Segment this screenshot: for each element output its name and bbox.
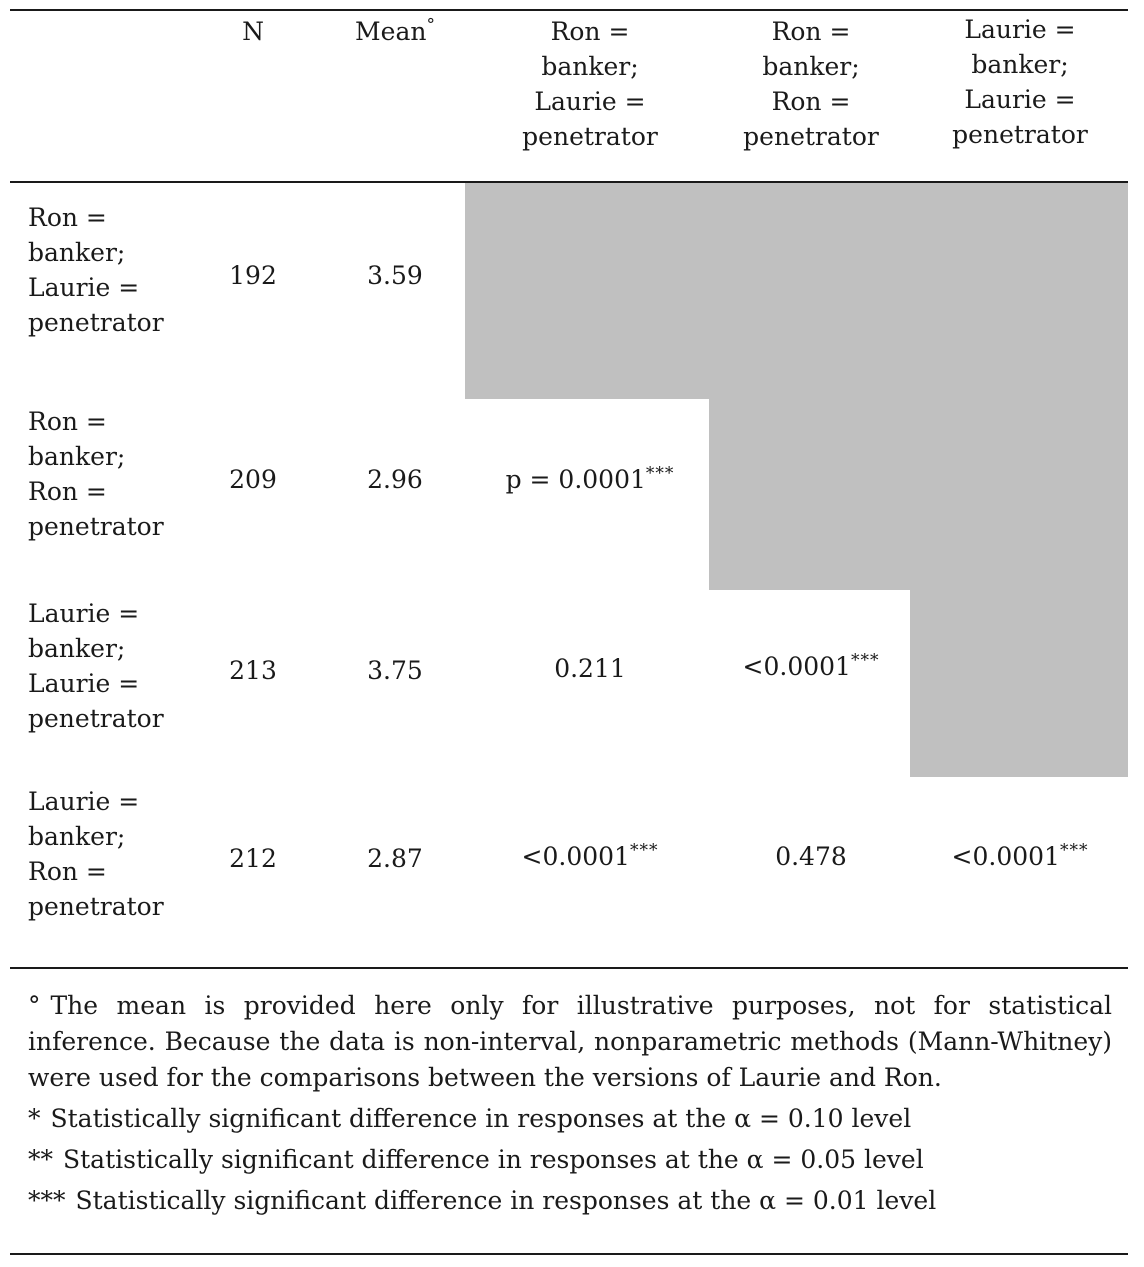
row3-col2-stars: *** bbox=[850, 650, 880, 671]
row3-col2-text: <0.0001 bbox=[742, 651, 851, 681]
header-col1-line: Laurie = bbox=[534, 87, 646, 116]
row4-n-text: 212 bbox=[229, 843, 277, 873]
row2-mean bbox=[330, 459, 460, 499]
row4-n bbox=[208, 838, 298, 878]
note-sig-text: Statistically significant difference in responses at the α = 0.05 level bbox=[63, 1145, 924, 1174]
row4-mean-text: 2.87 bbox=[367, 843, 423, 873]
row3-col1-wrap bbox=[554, 651, 626, 686]
header-col3-line: banker; bbox=[971, 50, 1069, 79]
note-mean-explanation bbox=[28, 988, 1112, 1096]
row-label-line: Laurie = bbox=[28, 273, 140, 302]
row2-mean-text: 2.96 bbox=[367, 464, 423, 494]
row2-col1-stars: *** bbox=[645, 463, 675, 484]
note-sig-005 bbox=[28, 1142, 1112, 1178]
row-label-4 bbox=[28, 782, 208, 926]
row4-col3-wrap bbox=[952, 839, 1089, 874]
header-col2 bbox=[712, 14, 910, 154]
note-sig-001 bbox=[28, 1183, 1112, 1219]
row-label-line: Ron = bbox=[28, 203, 107, 232]
note-sig-mark: * bbox=[28, 1104, 41, 1133]
row4-col2-wrap bbox=[775, 839, 847, 874]
header-n bbox=[208, 14, 298, 154]
row3-col2-pvalue bbox=[712, 646, 910, 686]
note-sig-010 bbox=[28, 1101, 1112, 1137]
shaded-cell-r1-c1 bbox=[465, 183, 710, 399]
row4-col3-text: <0.0001 bbox=[951, 841, 1060, 871]
shaded-cell-r3-c3 bbox=[910, 590, 1128, 777]
header-col2-line: Ron = bbox=[771, 87, 851, 116]
row4-col1-stars: *** bbox=[629, 840, 659, 861]
row-label-line: Laurie = bbox=[28, 599, 140, 628]
shaded-cell-r1-c3 bbox=[910, 183, 1128, 399]
row-label-line: Laurie = bbox=[28, 669, 140, 698]
row-label-line: banker; bbox=[28, 634, 126, 663]
header-mean-wrap bbox=[355, 14, 435, 49]
row2-n bbox=[208, 459, 298, 499]
row3-col1-text: 0.211 bbox=[554, 653, 626, 683]
row-label-line: penetrator bbox=[28, 704, 164, 733]
row1-n bbox=[208, 255, 298, 295]
row-label-line: penetrator bbox=[28, 512, 164, 541]
row-label-line: banker; bbox=[28, 238, 126, 267]
row2-col1-pvalue bbox=[470, 459, 710, 499]
notes-bottom-rule bbox=[10, 1253, 1128, 1255]
row3-n bbox=[208, 650, 298, 690]
header-mean-mark: ° bbox=[426, 15, 435, 36]
header-col1-stack bbox=[522, 14, 658, 154]
header-mean bbox=[330, 14, 460, 154]
table-notes bbox=[28, 988, 1112, 1219]
note-degree-mark: ° bbox=[28, 991, 41, 1020]
row3-mean bbox=[330, 650, 460, 690]
row-label-line: penetrator bbox=[28, 308, 164, 337]
row4-col3-pvalue bbox=[912, 836, 1128, 876]
note-mean-text: The mean is provided here only for illustrative purposes, not for statistical inference. Because the data is non-interval, nonparametric methods (Mann-Whitney) were used for the comparisons between the versions of Laurie and Ron. bbox=[28, 991, 1112, 1092]
row3-mean-text: 3.75 bbox=[367, 655, 423, 685]
header-col2-line: banker; bbox=[762, 52, 860, 81]
header-col2-line: penetrator bbox=[743, 122, 879, 151]
row4-col1-wrap bbox=[522, 839, 659, 874]
row4-col1-pvalue bbox=[470, 836, 710, 876]
table-top-rule bbox=[10, 9, 1128, 11]
row4-col2-pvalue bbox=[712, 836, 910, 876]
row1-n-text: 192 bbox=[229, 260, 277, 290]
row-label-line: Ron = bbox=[28, 857, 107, 886]
table-bottom-rule bbox=[10, 967, 1128, 969]
header-col3-stack bbox=[952, 12, 1088, 152]
row4-mean bbox=[330, 838, 460, 878]
row-label-line: banker; bbox=[28, 822, 126, 851]
row4-col3-stars: *** bbox=[1059, 840, 1089, 861]
header-mean-text: Mean bbox=[355, 17, 427, 46]
shaded-cell-r1-c2 bbox=[710, 183, 910, 399]
row4-col2-text: 0.478 bbox=[775, 841, 847, 871]
row3-col2-wrap bbox=[743, 649, 880, 684]
header-col3-line: Laurie = bbox=[964, 85, 1076, 114]
header-col3-line: Laurie = bbox=[964, 15, 1076, 44]
row-label-line: penetrator bbox=[28, 892, 164, 921]
header-col1 bbox=[475, 14, 705, 154]
row1-mean-text: 3.59 bbox=[367, 260, 423, 290]
shaded-cell-r2-c2 bbox=[709, 399, 910, 590]
row2-col1-wrap bbox=[506, 462, 675, 497]
row1-mean bbox=[330, 255, 460, 295]
row4-col1-text: <0.0001 bbox=[521, 841, 630, 871]
header-n-text: N bbox=[242, 17, 264, 46]
row2-n-text: 209 bbox=[229, 464, 277, 494]
row2-col1-text: p = 0.0001 bbox=[505, 464, 646, 494]
row3-col1-pvalue bbox=[470, 648, 710, 688]
row-label-line: banker; bbox=[28, 442, 126, 471]
header-col1-line: banker; bbox=[541, 52, 639, 81]
row-label-2 bbox=[28, 402, 208, 546]
shaded-cell-r2-c3 bbox=[910, 399, 1128, 590]
row-label-1 bbox=[28, 198, 208, 342]
row-label-3 bbox=[28, 594, 208, 738]
note-sig-mark: *** bbox=[28, 1186, 66, 1215]
note-sig-mark: ** bbox=[28, 1145, 53, 1174]
row-label-line: Ron = bbox=[28, 407, 107, 436]
row-label-line: Ron = bbox=[28, 477, 107, 506]
row-label-line: Laurie = bbox=[28, 787, 140, 816]
header-col1-line: Ron = bbox=[550, 17, 630, 46]
header-col3 bbox=[912, 12, 1128, 152]
header-col1-line: penetrator bbox=[522, 122, 658, 151]
header-col2-stack bbox=[743, 14, 879, 154]
note-sig-text: Statistically significant difference in responses at the α = 0.10 level bbox=[50, 1104, 912, 1133]
header-col3-line: penetrator bbox=[952, 120, 1088, 149]
header-col2-line: Ron = bbox=[771, 17, 851, 46]
note-sig-text: Statistically significant difference in responses at the α = 0.01 level bbox=[75, 1186, 937, 1215]
row3-n-text: 213 bbox=[229, 655, 277, 685]
